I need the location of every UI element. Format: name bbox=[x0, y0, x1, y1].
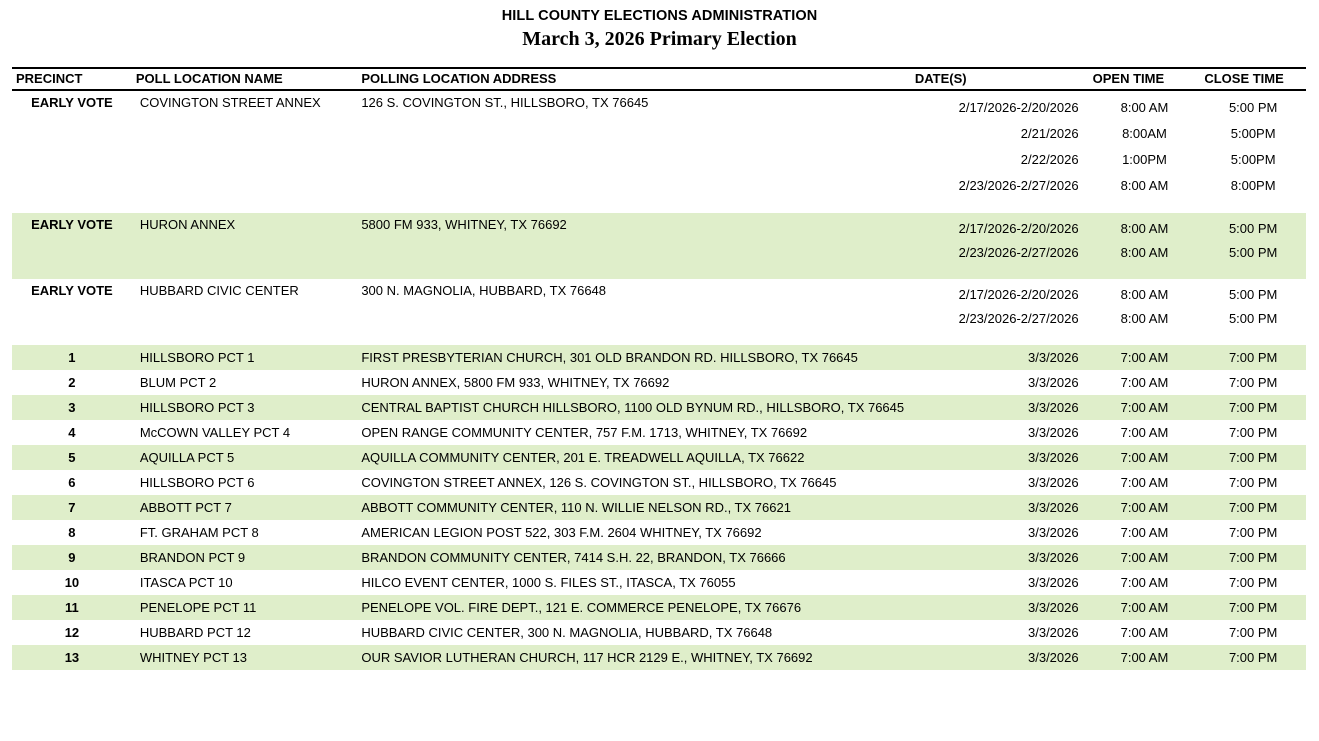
cell-open-time bbox=[1089, 345, 1201, 370]
cell-open-time-line: 8:00 AM bbox=[1120, 311, 1169, 326]
cell-polling-location-address bbox=[357, 545, 911, 570]
cell-close-time-line: 8:00PM bbox=[1230, 178, 1276, 193]
cell-poll-location-name-text: WHITNEY PCT 13 bbox=[139, 650, 247, 665]
cell-precinct bbox=[12, 420, 132, 445]
cell-spacer bbox=[911, 269, 1089, 279]
cell-poll-location-name-text: HURON ANNEX bbox=[139, 217, 236, 232]
cell-spacer bbox=[357, 203, 911, 213]
cell-dates bbox=[911, 470, 1089, 495]
cell-poll-location-name-text: BRANDON PCT 9 bbox=[139, 550, 246, 565]
cell-precinct bbox=[12, 495, 132, 520]
cell-close-time-text: 7:00 PM bbox=[1228, 575, 1278, 590]
cell-dates bbox=[911, 370, 1089, 395]
cell-close-time bbox=[1200, 213, 1306, 269]
cell-open-time-text: 7:00 AM bbox=[1120, 375, 1169, 390]
table-row bbox=[12, 595, 1306, 620]
cell-poll-location-name-text: COVINGTON STREET ANNEX bbox=[139, 95, 321, 110]
cell-dates-line: 2/23/2026-2/27/2026 bbox=[958, 311, 1079, 326]
cell-polling-location-address bbox=[357, 520, 911, 545]
cell-poll-location-name bbox=[132, 620, 357, 645]
cell-precinct-text: EARLY VOTE bbox=[31, 283, 113, 298]
cell-precinct-text: 9 bbox=[68, 550, 76, 565]
cell-dates-line: 2/23/2026-2/27/2026 bbox=[958, 178, 1079, 193]
cell-poll-location-name bbox=[132, 545, 357, 570]
cell-close-time-text: 7:00 PM bbox=[1228, 450, 1278, 465]
table-row bbox=[12, 520, 1306, 545]
cell-open-time-stack bbox=[1089, 91, 1201, 203]
page-title: March 3, 2026 Primary Election bbox=[522, 28, 797, 50]
cell-polling-location-address bbox=[357, 90, 911, 203]
cell-dates-text: 3/3/2026 bbox=[1028, 625, 1079, 640]
cell-polling-location-address bbox=[357, 445, 911, 470]
cell-spacer bbox=[911, 335, 1089, 345]
cell-polling-location-address-text: FIRST PRESBYTERIAN CHURCH, 301 OLD BRANDON RD. HILLSBORO, TX 76645 bbox=[361, 350, 858, 365]
cell-close-time bbox=[1200, 495, 1306, 520]
cell-close-time bbox=[1200, 470, 1306, 495]
cell-close-time-text: 7:00 PM bbox=[1228, 525, 1278, 540]
cell-close-time bbox=[1200, 279, 1306, 335]
table-row bbox=[12, 495, 1306, 520]
cell-polling-location-address-text: ABBOTT COMMUNITY CENTER, 110 N. WILLIE NELSON RD., TX 76621 bbox=[361, 500, 791, 515]
table-body bbox=[12, 90, 1306, 670]
cell-open-time bbox=[1089, 470, 1201, 495]
cell-open-time-text: 7:00 AM bbox=[1120, 525, 1169, 540]
cell-open-time-line: 8:00 AM bbox=[1120, 245, 1169, 260]
cell-open-time bbox=[1089, 445, 1201, 470]
table-row bbox=[12, 645, 1306, 670]
cell-polling-location-address-text: HUBBARD CIVIC CENTER, 300 N. MAGNOLIA, HUBBARD, TX 76648 bbox=[361, 625, 773, 640]
cell-dates-stack bbox=[911, 91, 1089, 203]
cell-dates-text: 3/3/2026 bbox=[1028, 350, 1079, 365]
cell-dates-line: 2/23/2026-2/27/2026 bbox=[958, 245, 1079, 260]
cell-poll-location-name bbox=[132, 90, 357, 203]
polling-locations-table bbox=[12, 67, 1306, 670]
table-row-spacer bbox=[12, 203, 1306, 213]
cell-close-time bbox=[1200, 620, 1306, 645]
cell-poll-location-name bbox=[132, 570, 357, 595]
cell-precinct-text: 3 bbox=[68, 400, 76, 415]
cell-dates-stack bbox=[911, 279, 1089, 335]
cell-spacer bbox=[12, 203, 132, 213]
cell-spacer bbox=[1089, 269, 1201, 279]
cell-spacer bbox=[357, 269, 911, 279]
cell-poll-location-name bbox=[132, 520, 357, 545]
cell-dates-text: 3/3/2026 bbox=[1028, 600, 1079, 615]
cell-precinct-text: 5 bbox=[68, 450, 76, 465]
cell-poll-location-name bbox=[132, 213, 357, 269]
cell-precinct bbox=[12, 470, 132, 495]
cell-precinct bbox=[12, 90, 132, 203]
cell-dates-line: 2/17/2026-2/20/2026 bbox=[958, 221, 1079, 236]
cell-polling-location-address-text: CENTRAL BAPTIST CHURCH HILLSBORO, 1100 OLD BYNUM RD., HILLSBORO, TX 76645 bbox=[361, 400, 905, 415]
document-header bbox=[0, 0, 1319, 51]
cell-close-time bbox=[1200, 570, 1306, 595]
cell-dates bbox=[911, 445, 1089, 470]
cell-open-time-text: 7:00 AM bbox=[1120, 550, 1169, 565]
cell-poll-location-name bbox=[132, 495, 357, 520]
cell-spacer bbox=[132, 269, 357, 279]
cell-poll-location-name-text: ABBOTT PCT 7 bbox=[139, 500, 232, 515]
organization-title: HILL COUNTY ELECTIONS ADMINISTRATION bbox=[501, 8, 818, 24]
cell-poll-location-name-text: HILLSBORO PCT 6 bbox=[139, 475, 255, 490]
cell-open-time-text: 7:00 AM bbox=[1120, 475, 1169, 490]
cell-precinct-text: 10 bbox=[64, 575, 80, 590]
cell-dates bbox=[911, 595, 1089, 620]
cell-precinct-text: EARLY VOTE bbox=[31, 95, 113, 110]
cell-precinct bbox=[12, 620, 132, 645]
cell-poll-location-name bbox=[132, 279, 357, 335]
cell-close-time-stack bbox=[1200, 279, 1306, 335]
column-header-close-time: CLOSE TIME bbox=[1200, 68, 1306, 90]
cell-open-time bbox=[1089, 495, 1201, 520]
cell-precinct bbox=[12, 279, 132, 335]
column-header-dates: DATE(S) bbox=[911, 68, 1089, 90]
cell-open-time-line: 8:00 AM bbox=[1120, 221, 1169, 236]
cell-poll-location-name-text: PENELOPE PCT 11 bbox=[139, 600, 257, 615]
cell-poll-location-name bbox=[132, 445, 357, 470]
table-row bbox=[12, 545, 1306, 570]
table-row bbox=[12, 395, 1306, 420]
cell-polling-location-address bbox=[357, 213, 911, 269]
cell-dates bbox=[911, 90, 1089, 203]
cell-close-time-text: 7:00 PM bbox=[1228, 475, 1278, 490]
table-row bbox=[12, 420, 1306, 445]
cell-poll-location-name bbox=[132, 595, 357, 620]
cell-precinct-text: 11 bbox=[65, 600, 79, 615]
cell-spacer bbox=[911, 203, 1089, 213]
table-header-row bbox=[12, 68, 1306, 90]
cell-open-time-text: 7:00 AM bbox=[1120, 400, 1169, 415]
cell-polling-location-address-text: HURON ANNEX, 5800 FM 933, WHITNEY, TX 76692 bbox=[361, 375, 670, 390]
cell-precinct bbox=[12, 370, 132, 395]
cell-spacer bbox=[1200, 335, 1306, 345]
cell-close-time bbox=[1200, 395, 1306, 420]
cell-close-time-line: 5:00PM bbox=[1230, 126, 1276, 141]
cell-open-time bbox=[1089, 420, 1201, 445]
cell-poll-location-name-text: HUBBARD CIVIC CENTER bbox=[139, 283, 299, 298]
cell-polling-location-address-text: 5800 FM 933, WHITNEY, TX 76692 bbox=[361, 217, 567, 232]
cell-open-time-line: 8:00AM bbox=[1122, 126, 1167, 141]
cell-dates bbox=[911, 570, 1089, 595]
cell-open-time-line: 8:00 AM bbox=[1120, 178, 1169, 193]
cell-dates-text: 3/3/2026 bbox=[1028, 500, 1079, 515]
cell-polling-location-address bbox=[357, 370, 911, 395]
cell-precinct bbox=[12, 570, 132, 595]
cell-open-time-line: 8:00 AM bbox=[1120, 287, 1169, 302]
cell-precinct bbox=[12, 395, 132, 420]
cell-dates-line: 2/17/2026-2/20/2026 bbox=[958, 287, 1079, 302]
cell-spacer bbox=[132, 203, 357, 213]
cell-open-time-line: 1:00PM bbox=[1122, 152, 1167, 167]
cell-precinct-text: 12 bbox=[64, 625, 80, 640]
cell-precinct-text: 2 bbox=[68, 375, 76, 390]
cell-dates bbox=[911, 545, 1089, 570]
cell-polling-location-address-text: 300 N. MAGNOLIA, HUBBARD, TX 76648 bbox=[361, 283, 607, 298]
cell-poll-location-name bbox=[132, 345, 357, 370]
cell-poll-location-name bbox=[132, 395, 357, 420]
cell-polling-location-address bbox=[357, 570, 911, 595]
cell-poll-location-name-text: HUBBARD PCT 12 bbox=[139, 625, 251, 640]
cell-polling-location-address-text: AMERICAN LEGION POST 522, 303 F.M. 2604 WHITNEY, TX 76692 bbox=[361, 525, 762, 540]
cell-polling-location-address-text: 126 S. COVINGTON ST., HILLSBORO, TX 76645 bbox=[361, 95, 649, 110]
table-row-early-vote bbox=[12, 213, 1306, 269]
cell-close-time bbox=[1200, 545, 1306, 570]
cell-open-time bbox=[1089, 395, 1201, 420]
cell-open-time-text: 7:00 AM bbox=[1120, 575, 1169, 590]
cell-open-time bbox=[1089, 213, 1201, 269]
cell-dates bbox=[911, 213, 1089, 269]
cell-polling-location-address bbox=[357, 345, 911, 370]
cell-spacer bbox=[1089, 203, 1201, 213]
cell-open-time bbox=[1089, 279, 1201, 335]
cell-open-time-text: 7:00 AM bbox=[1120, 450, 1169, 465]
cell-precinct bbox=[12, 645, 132, 670]
cell-open-time-text: 7:00 AM bbox=[1120, 500, 1169, 515]
cell-polling-location-address-text: OUR SAVIOR LUTHERAN CHURCH, 117 HCR 2129 E., WHITNEY, TX 76692 bbox=[361, 650, 813, 665]
cell-close-time-stack bbox=[1200, 91, 1306, 203]
cell-open-time bbox=[1089, 595, 1201, 620]
cell-close-time bbox=[1200, 595, 1306, 620]
table-row bbox=[12, 370, 1306, 395]
cell-polling-location-address bbox=[357, 279, 911, 335]
column-header-poll-location-name: POLL LOCATION NAME bbox=[132, 68, 357, 90]
cell-poll-location-name-text: HILLSBORO PCT 1 bbox=[139, 350, 255, 365]
cell-close-time-text: 7:00 PM bbox=[1228, 425, 1278, 440]
cell-open-time-text: 7:00 AM bbox=[1120, 425, 1169, 440]
cell-polling-location-address bbox=[357, 620, 911, 645]
cell-dates-line: 2/22/2026 bbox=[1020, 152, 1079, 167]
cell-close-time-stack bbox=[1200, 213, 1306, 269]
cell-open-time bbox=[1089, 570, 1201, 595]
cell-close-time-line: 5:00PM bbox=[1230, 152, 1276, 167]
cell-open-time bbox=[1089, 620, 1201, 645]
cell-dates bbox=[911, 420, 1089, 445]
cell-dates bbox=[911, 520, 1089, 545]
cell-close-time bbox=[1200, 420, 1306, 445]
cell-dates bbox=[911, 495, 1089, 520]
cell-dates-line: 2/17/2026-2/20/2026 bbox=[958, 100, 1079, 115]
cell-poll-location-name-text: ITASCA PCT 10 bbox=[139, 575, 233, 590]
cell-close-time bbox=[1200, 445, 1306, 470]
table-row-spacer bbox=[12, 269, 1306, 279]
cell-close-time-line: 5:00 PM bbox=[1228, 287, 1278, 302]
cell-dates bbox=[911, 345, 1089, 370]
cell-precinct bbox=[12, 213, 132, 269]
cell-poll-location-name-text: AQUILLA PCT 5 bbox=[139, 450, 235, 465]
cell-precinct bbox=[12, 595, 132, 620]
cell-poll-location-name bbox=[132, 470, 357, 495]
cell-precinct-text: 4 bbox=[68, 425, 76, 440]
cell-poll-location-name-text: FT. GRAHAM PCT 8 bbox=[139, 525, 259, 540]
cell-dates-text: 3/3/2026 bbox=[1028, 450, 1079, 465]
cell-close-time bbox=[1200, 520, 1306, 545]
cell-close-time bbox=[1200, 345, 1306, 370]
cell-dates-text: 3/3/2026 bbox=[1028, 650, 1079, 665]
cell-close-time bbox=[1200, 645, 1306, 670]
cell-dates-text: 3/3/2026 bbox=[1028, 525, 1079, 540]
cell-polling-location-address bbox=[357, 645, 911, 670]
cell-poll-location-name-text: McCOWN VALLEY PCT 4 bbox=[139, 425, 291, 440]
column-header-precinct: PRECINCT bbox=[12, 68, 132, 90]
cell-dates bbox=[911, 645, 1089, 670]
cell-polling-location-address bbox=[357, 420, 911, 445]
cell-open-time bbox=[1089, 520, 1201, 545]
cell-poll-location-name-text: BLUM PCT 2 bbox=[139, 375, 217, 390]
cell-polling-location-address-text: PENELOPE VOL. FIRE DEPT., 121 E. COMMERCE PENELOPE, TX 76676 bbox=[361, 600, 802, 615]
cell-close-time-line: 5:00 PM bbox=[1228, 221, 1278, 236]
cell-close-time bbox=[1200, 370, 1306, 395]
cell-polling-location-address-text: AQUILLA COMMUNITY CENTER, 201 E. TREADWELL AQUILLA, TX 76622 bbox=[361, 450, 805, 465]
cell-dates-text: 3/3/2026 bbox=[1028, 375, 1079, 390]
cell-dates-line: 2/21/2026 bbox=[1020, 126, 1079, 141]
cell-close-time-text: 7:00 PM bbox=[1228, 600, 1278, 615]
cell-dates bbox=[911, 620, 1089, 645]
cell-precinct bbox=[12, 345, 132, 370]
cell-dates-text: 3/3/2026 bbox=[1028, 400, 1079, 415]
cell-close-time-text: 7:00 PM bbox=[1228, 650, 1278, 665]
cell-spacer bbox=[1200, 269, 1306, 279]
cell-open-time bbox=[1089, 90, 1201, 203]
cell-dates bbox=[911, 279, 1089, 335]
cell-spacer bbox=[12, 269, 132, 279]
table-row-early-vote bbox=[12, 279, 1306, 335]
table-row bbox=[12, 570, 1306, 595]
cell-dates-stack bbox=[911, 213, 1089, 269]
cell-open-time-stack bbox=[1089, 279, 1201, 335]
cell-poll-location-name-text: HILLSBORO PCT 3 bbox=[139, 400, 255, 415]
cell-close-time-line: 5:00 PM bbox=[1228, 311, 1278, 326]
cell-dates-text: 3/3/2026 bbox=[1028, 425, 1079, 440]
cell-close-time-text: 7:00 PM bbox=[1228, 350, 1278, 365]
column-header-open-time: OPEN TIME bbox=[1089, 68, 1201, 90]
table-row bbox=[12, 345, 1306, 370]
cell-spacer bbox=[1089, 335, 1201, 345]
cell-open-time bbox=[1089, 370, 1201, 395]
cell-open-time bbox=[1089, 645, 1201, 670]
cell-polling-location-address bbox=[357, 495, 911, 520]
cell-poll-location-name bbox=[132, 370, 357, 395]
cell-precinct bbox=[12, 545, 132, 570]
cell-dates-text: 3/3/2026 bbox=[1028, 475, 1079, 490]
cell-precinct-text: 7 bbox=[68, 500, 76, 515]
table-row bbox=[12, 445, 1306, 470]
cell-polling-location-address bbox=[357, 395, 911, 420]
cell-open-time-text: 7:00 AM bbox=[1120, 650, 1169, 665]
cell-polling-location-address bbox=[357, 595, 911, 620]
cell-polling-location-address-text: BRANDON COMMUNITY CENTER, 7414 S.H. 22, BRANDON, TX 76666 bbox=[361, 550, 786, 565]
table-row bbox=[12, 620, 1306, 645]
cell-spacer bbox=[357, 335, 911, 345]
cell-polling-location-address bbox=[357, 470, 911, 495]
cell-precinct-text: 13 bbox=[64, 650, 80, 665]
cell-precinct bbox=[12, 520, 132, 545]
cell-polling-location-address-text: OPEN RANGE COMMUNITY CENTER, 757 F.M. 1713, WHITNEY, TX 76692 bbox=[361, 425, 808, 440]
cell-close-time bbox=[1200, 90, 1306, 203]
cell-dates-text: 3/3/2026 bbox=[1028, 575, 1079, 590]
cell-polling-location-address-text: COVINGTON STREET ANNEX, 126 S. COVINGTON ST., HILLSBORO, TX 76645 bbox=[361, 475, 837, 490]
table-row bbox=[12, 470, 1306, 495]
cell-close-time-text: 7:00 PM bbox=[1228, 625, 1278, 640]
cell-open-time-line: 8:00 AM bbox=[1120, 100, 1169, 115]
cell-precinct bbox=[12, 445, 132, 470]
cell-open-time bbox=[1089, 545, 1201, 570]
cell-open-time-stack bbox=[1089, 213, 1201, 269]
cell-close-time-text: 7:00 PM bbox=[1228, 500, 1278, 515]
cell-close-time-line: 5:00 PM bbox=[1228, 245, 1278, 260]
cell-close-time-line: 5:00 PM bbox=[1228, 100, 1278, 115]
cell-precinct-text: EARLY VOTE bbox=[31, 217, 113, 232]
cell-open-time-text: 7:00 AM bbox=[1120, 600, 1169, 615]
cell-poll-location-name bbox=[132, 645, 357, 670]
cell-poll-location-name bbox=[132, 420, 357, 445]
cell-close-time-text: 7:00 PM bbox=[1228, 375, 1278, 390]
cell-open-time-text: 7:00 AM bbox=[1120, 625, 1169, 640]
column-header-polling-location-address: POLLING LOCATION ADDRESS bbox=[357, 68, 911, 90]
table-row-spacer bbox=[12, 335, 1306, 345]
cell-spacer bbox=[1200, 203, 1306, 213]
cell-close-time-text: 7:00 PM bbox=[1228, 550, 1278, 565]
cell-open-time-text: 7:00 AM bbox=[1120, 350, 1169, 365]
cell-precinct-text: 8 bbox=[68, 525, 76, 540]
cell-dates-text: 3/3/2026 bbox=[1028, 550, 1079, 565]
cell-dates bbox=[911, 395, 1089, 420]
cell-close-time-text: 7:00 PM bbox=[1228, 400, 1278, 415]
cell-spacer bbox=[12, 335, 132, 345]
cell-precinct-text: 6 bbox=[68, 475, 76, 490]
cell-polling-location-address-text: HILCO EVENT CENTER, 1000 S. FILES ST., ITASCA, TX 76055 bbox=[361, 575, 736, 590]
cell-precinct-text: 1 bbox=[68, 350, 76, 365]
table-row-early-vote bbox=[12, 90, 1306, 203]
cell-spacer bbox=[132, 335, 357, 345]
